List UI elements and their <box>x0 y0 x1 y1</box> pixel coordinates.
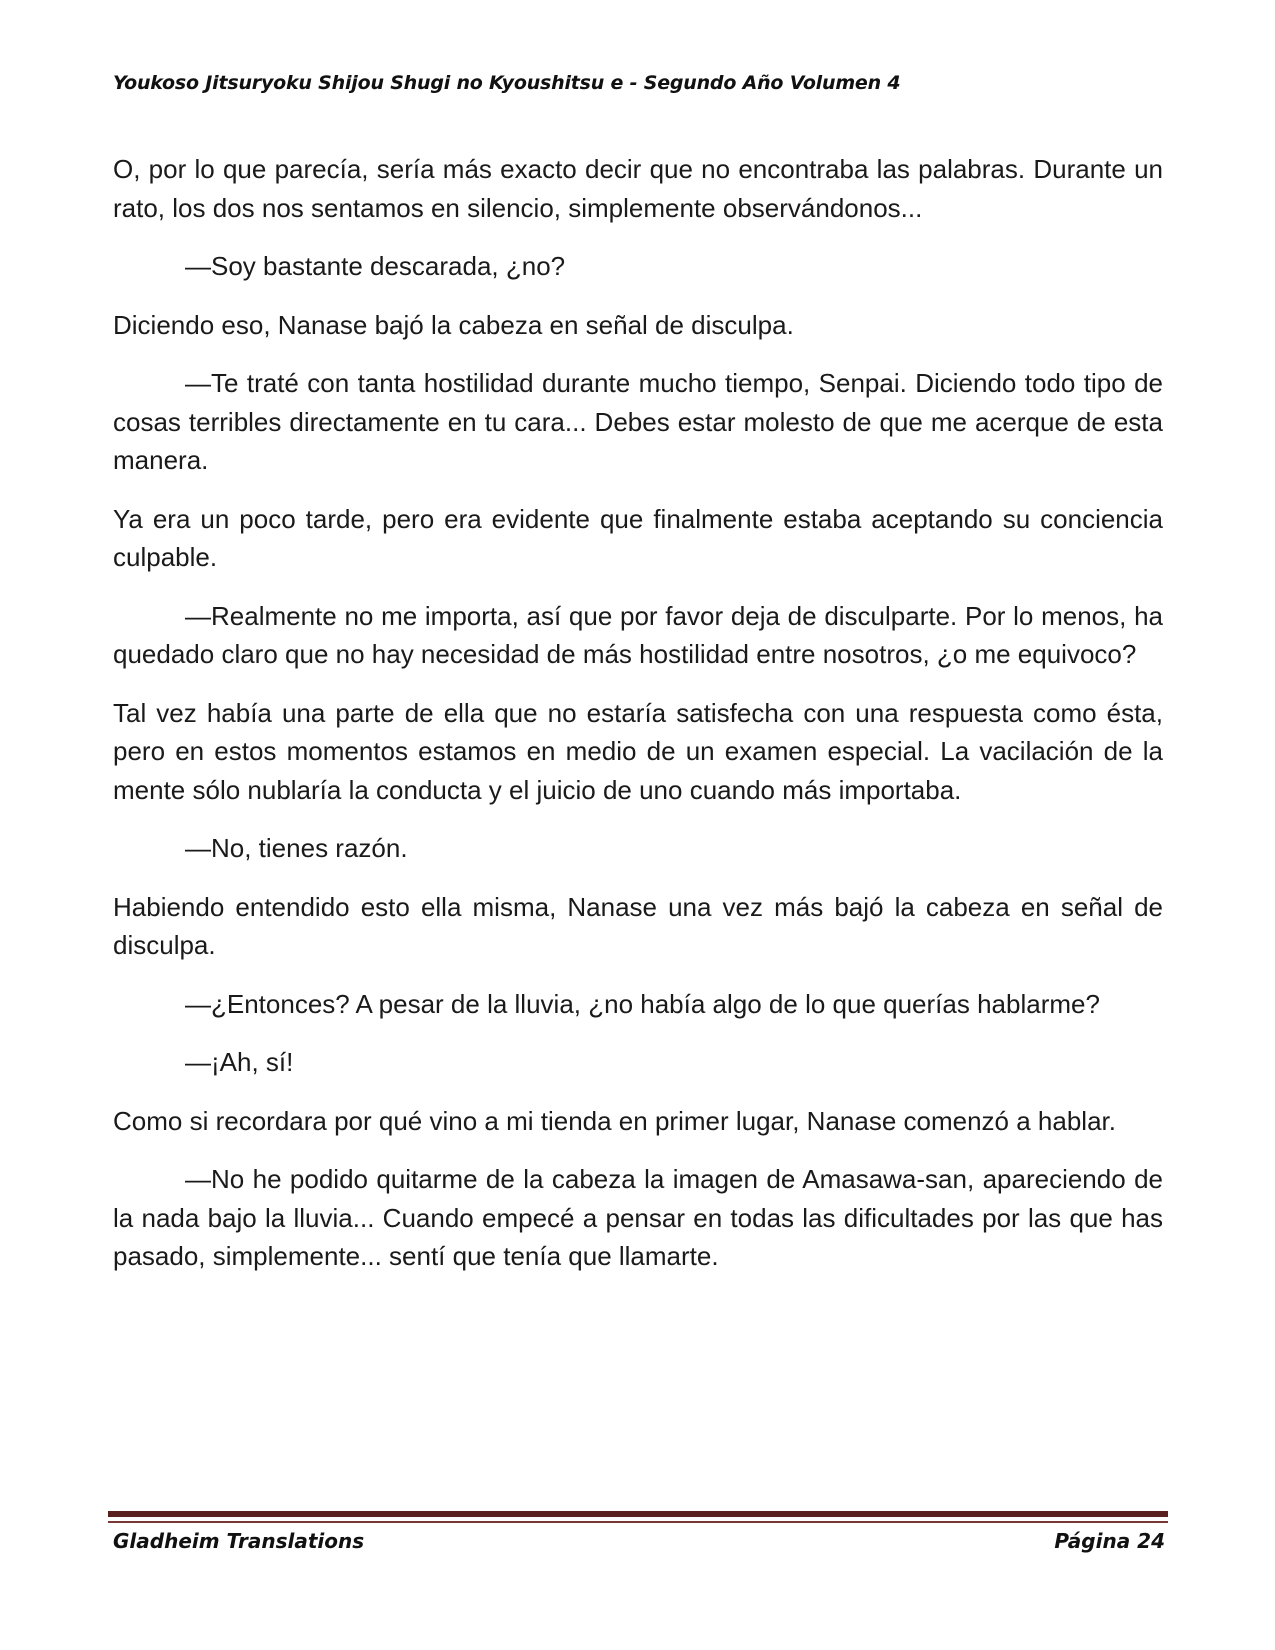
dialogue-paragraph: —No he podido quitarme de la cabeza la imagen de Amasawa-san, apareciendo de la nada bajo la lluvia... Cuando empecé a pensar en todas las dificultades por las que has pasado, simplemente... sentí que tenía que llamarte. <box>113 1164 1163 1271</box>
narration-paragraph: Habiendo entendido esto ella misma, Nanase una vez más bajó la cabeza en señal de disculpa. <box>113 891 1163 960</box>
page-body <box>113 150 1163 1296</box>
narration-paragraph: Ya era un poco tarde, pero era evidente que finalmente estaba aceptando su conciencia culpable. <box>113 503 1163 572</box>
page-number: Página 24 <box>1054 1529 1165 1553</box>
dialogue-paragraph: —¿Entonces? A pesar de la lluvia, ¿no había algo de lo que querías hablarme? <box>185 988 1100 1019</box>
dialogue-paragraph: —Soy bastante descarada, ¿no? <box>185 251 566 281</box>
dialogue-paragraph: —No, tienes razón. <box>185 833 408 863</box>
footer-publisher: Gladheim Translations <box>113 1529 365 1553</box>
dialogue-paragraph: —Te traté con tanta hostilidad durante mucho tiempo, Senpai. Diciendo todo tipo de cosas terribles directamente en tu cara... Debes estar molesto de que me acerque de esta manera. <box>113 368 1163 475</box>
narration-paragraph: Tal vez había una parte de ella que no estaría satisfecha con una respuesta como ésta, pero en estos momentos estamos en medio de un examen especial. La vacilación de la mente sólo nublaría la conducta y el juicio de uno cuando más importaba. <box>113 697 1163 805</box>
narration-paragraph: O, por lo que parecía, sería más exacto decir que no encontraba las palabras. Durante un rato, los dos nos sentamos en silencio, simplemente observándonos... <box>113 154 1163 223</box>
narration-paragraph: Como si recordara por qué vino a mi tienda en primer lugar, Nanase comenzó a hablar. <box>113 1105 1116 1136</box>
dialogue-paragraph: —¡Ah, sí! <box>185 1047 294 1077</box>
narration-paragraph: Diciendo eso, Nanase bajó la cabeza en señal de disculpa. <box>113 309 794 340</box>
footer-divider <box>108 1511 1168 1517</box>
dialogue-paragraph: —Realmente no me importa, así que por favor deja de disculparte. Por lo menos, ha quedado claro que no hay necesidad de más hostilidad entre nosotros, ¿o me equivoco? <box>113 600 1163 669</box>
running-header: Youkoso Jitsuryoku Shijou Shugi no Kyoushitsu e - Segundo Año Volumen 4 <box>113 72 901 94</box>
footer-divider-thin <box>108 1521 1168 1523</box>
